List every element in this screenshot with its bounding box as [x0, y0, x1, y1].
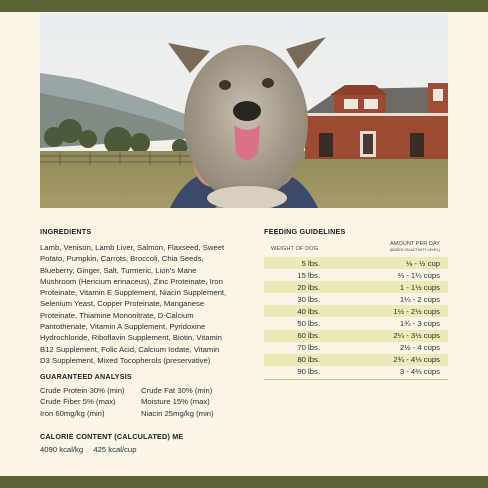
- feeding-table-row: [264, 281, 448, 293]
- feeding-table-row: [264, 366, 448, 378]
- feeding-weight-cell: 40 lbs.: [297, 306, 320, 316]
- analysis-item: Crude Fat 30% (min): [141, 386, 213, 395]
- feeding-amount-cell: ⅔ - 1¼ cups: [397, 270, 440, 280]
- feeding-amount-cell: 2¼ - 3½ cups: [393, 331, 440, 341]
- analysis-item: Moisture 15% (max): [141, 397, 210, 407]
- feeding-amount-cell: 1¼ - 2 cups: [399, 294, 440, 304]
- feeding-weight-cell: 80 lbs.: [297, 355, 320, 365]
- feeding-table-header: [264, 240, 448, 255]
- calorie-content-section: [40, 432, 252, 454]
- feeding-weight-cell: 70 lbs.: [297, 343, 320, 353]
- calorie-per-cup: 425 kcal/cup: [93, 445, 137, 454]
- feeding-amount-cell: ⅛ - ½ cup: [405, 258, 440, 268]
- feeding-amount-cell: 3 - 4⅔ cups: [399, 367, 440, 377]
- ingredients-line: D3 Supplement, Mixed Tocopherols (preservative): [40, 355, 211, 365]
- column-header-weight: WEIGHT OF DOG: [271, 246, 319, 252]
- feeding-amount-cell: 2¾ - 4⅓ cups: [393, 355, 440, 365]
- feeding-table-rule: [264, 379, 448, 380]
- feeding-table-row: [264, 305, 448, 317]
- calorie-per-kg: 4090 kcal/kg: [40, 445, 84, 454]
- ingredients-line: B12 Supplement, Folic Acid, Calcium Iodate, Vitamin: [40, 344, 220, 354]
- feeding-table-row: [264, 330, 448, 342]
- bottom-band: [0, 476, 488, 488]
- ingredients-line: Potato, Pumpkin, Carrots, Broccoli, Chia Seeds,: [40, 254, 204, 264]
- ingredients-section: [40, 227, 252, 366]
- feeding-heading: FEEDING GUIDELINES: [264, 227, 346, 236]
- feeding-weight-cell: 5 lbs.: [301, 258, 320, 268]
- feeding-weight-cell: 90 lbs.: [297, 367, 320, 377]
- top-band: [0, 0, 488, 12]
- column-header-amount-note: (BASED ON ACTIVITY LEVEL): [389, 248, 440, 252]
- ingredients-line: Hydrochloride, Riboflavin Supplement, Biotin, Vitamin: [40, 333, 222, 343]
- analysis-item: Crude Protein 30% (min): [40, 386, 125, 395]
- feeding-table-row: [264, 342, 448, 354]
- ingredients-line: Selenium Yeast, Copper Proteinate, Manganese: [40, 299, 205, 309]
- feeding-weight-cell: 20 lbs.: [297, 282, 320, 292]
- feeding-amount-cell: 1 - 1½ cups: [399, 282, 440, 292]
- feeding-table-body: [264, 257, 448, 378]
- analysis-item: Niacin 25mg/kg (min): [141, 408, 214, 418]
- feeding-guidelines-section: [264, 227, 448, 380]
- hero-photo-dog-on-farm: [40, 13, 448, 208]
- analysis-grid: [40, 385, 252, 419]
- feeding-weight-cell: 15 lbs.: [297, 270, 320, 280]
- analysis-heading: GUARANTEED ANALYSIS: [40, 372, 132, 381]
- column-header-amount-label: AMOUNT PER DAY: [390, 241, 440, 247]
- feeding-weight-cell: 50 lbs.: [297, 319, 320, 329]
- calorie-heading: CALORIE CONTENT (CALCULATED) ME: [40, 432, 184, 441]
- ingredients-line: Proteinate, Vitamin E Supplement, Niacin Supplement,: [40, 288, 227, 298]
- feeding-table-row: [264, 293, 448, 305]
- ingredients-line: Blueberry, Ginger, Salt, Turmeric, Lion's Mane: [40, 265, 197, 275]
- feeding-weight-cell: 60 lbs.: [297, 331, 320, 341]
- ingredients-line: Proteinate, Thiamine Mononitrate, D-Calcium: [40, 310, 194, 320]
- analysis-item: Iron 60mg/kg (min): [40, 408, 105, 418]
- calorie-values: [40, 445, 252, 454]
- ingredients-line: Lamb, Venison, Lamb Liver, Salmon, Flaxseed, Sweet: [40, 243, 225, 252]
- feeding-amount-cell: 1¾ - 3 cups: [399, 319, 440, 329]
- feeding-table-row: [264, 354, 448, 366]
- ingredients-line: Pantothenate, Vitamin A Supplement, Pyridoxine: [40, 322, 206, 332]
- feeding-table-row: [264, 317, 448, 329]
- column-header-amount: [390, 241, 440, 252]
- feeding-table-row: [264, 257, 448, 269]
- guaranteed-analysis-section: [40, 372, 252, 419]
- feeding-weight-cell: 30 lbs.: [297, 294, 320, 304]
- ingredients-line: Mushroom (Hericium erinaceus), Zinc Proteinate, Iron: [40, 276, 223, 286]
- ingredients-heading: INGREDIENTS: [40, 227, 92, 236]
- analysis-item: Crude Fiber 5% (max): [40, 397, 116, 407]
- feeding-table-row: [264, 269, 448, 281]
- feeding-amount-cell: 2½ - 4 cups: [399, 343, 440, 353]
- ingredients-list: [40, 242, 252, 366]
- feeding-amount-cell: 1½ - 2½ cups: [393, 306, 440, 316]
